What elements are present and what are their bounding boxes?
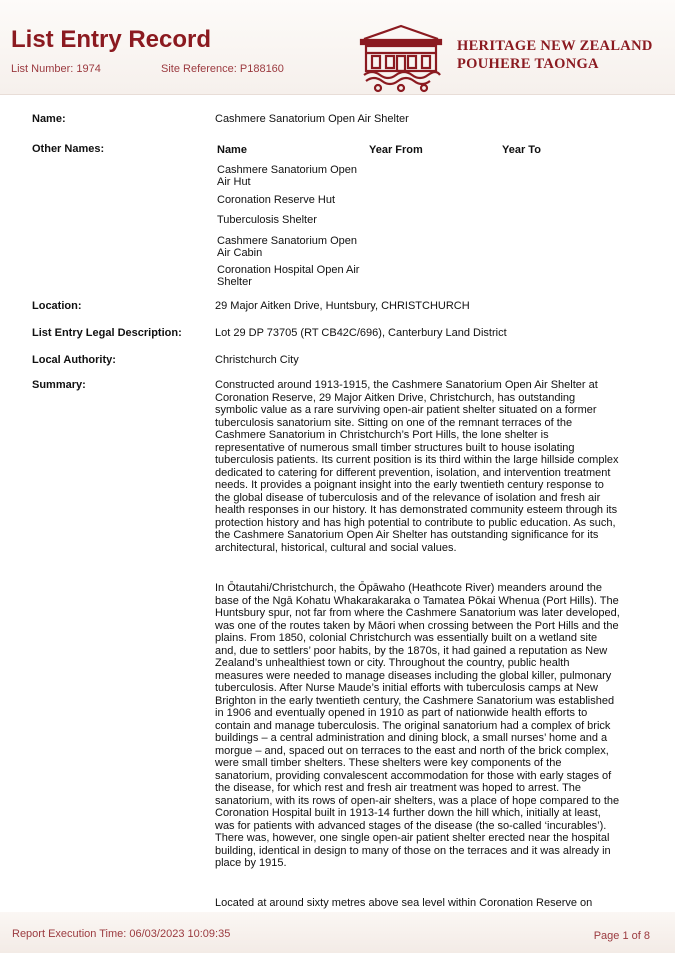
- summary-paragraph: In Ōtautahi/Christchurch, the Ōpāwaho (Heathcote River) meanders around the base of the Ngā Kohatu Whakarakaraka o Tamatea Pōkai Whenua (Port Hills). The Huntsbury spur, not far from where the Cashmere Sanatorium was later developed, was one of the routes taken by Māori when crossing between the Port Hills and the plains. From 1850, colonial Christchurch was essentially built on a wetland site and, due to settlers’ poor habits, by the 1870s, it had gained a reputation as New Zealand’s unhealthiest town or city. Throughout the country, public health measures were needed to manage diseases including the global killer, pulmonary tuberculosis. After Nurse Maude’s initial efforts with tuberculosis camps at New Brighton in the early twentieth century, the Cashmere Sanatorium was established in 1906 and eventually opened in 1910 as part of nationwide health efforts to contain and manage tuberculosis. The original sanatorium had a complex of brick buildings – a central administration and dining block, a small nurses’ home and a morgue – and, spaced out on terraces to the east and north of the brick complex, were small timber shelters. These shelters were key components of the sanatorium, providing convalescent accommodation for those with early stages of the disease, for which rest and fresh air treatment was hoped to arrest. The sanatorium, with its rows of open-air shelters, was a place of hope compared to the Coronation Hospital built in 1913-14 further down the hill which, initially at least, was for patients with advanced stages of the disease (the so-called ‘incurables’). There was, however, one single open-air patient shelter erected near the hospital building, identical in design to many of those on the terraces and it was already in place by 1915.: [215, 582, 620, 869]
- summary-label: Summary:: [32, 379, 86, 391]
- other-name-item: Cashmere Sanatorium Open Air Hut: [217, 164, 358, 188]
- legal-description-value: Lot 29 DP 73705 (RT CB42C/696), Canterbury Land District: [215, 327, 507, 339]
- other-names-label: Other Names:: [32, 143, 105, 155]
- summary-paragraph: Constructed around 1913-1915, the Cashmere Sanatorium Open Air Shelter at Coronation Reserve, 29 Major Aitken Drive, Christchurch, has outstanding symbolic value as a rare surviving open-air patient shelter situated on a former tuberculosis sanatorium site. Sitting on one of the remnant terraces of the Cashmere Sanatorium in Christchurch’s Port Hills, the lone shelter is representative of numerous small timber structures built to house isolating tuberculosis patients. Its current position is its third within the large hillside complex dedicated to catering for different prevention, isolation, and intervention treatment needs. It provides a poignant insight into the early twentieth century response to the global disease of tuberculosis and of the relevance of isolation and fresh air health responses in our history. It has demonstrated community esteem through its protection history and has high potential to contribute to public education. As such, the Cashmere Sanatorium Open Air Shelter has outstanding significance for its architectural, historical, cultural and social values.: [215, 379, 619, 554]
- other-name-item: Cashmere Sanatorium Open Air Cabin: [217, 235, 358, 259]
- other-name-item: Coronation Reserve Hut: [217, 194, 336, 206]
- report-execution-time: Report Execution Time: 06/03/2023 10:09:35: [12, 928, 231, 940]
- local-authority-label: Local Authority:: [32, 354, 116, 366]
- location-label: Location:: [32, 300, 82, 312]
- local-authority-value: Christchurch City: [215, 354, 299, 366]
- column-header-year-to: Year To: [502, 144, 541, 156]
- name-value: Cashmere Sanatorium Open Air Shelter: [215, 113, 409, 125]
- heritage-house-logo-icon: [358, 23, 444, 95]
- column-header-year-from: Year From: [369, 144, 423, 156]
- org-name-line1: HERITAGE NEW ZEALAND: [457, 38, 653, 54]
- column-header-name: Name: [217, 144, 247, 156]
- name-label: Name:: [32, 113, 66, 125]
- location-value: 29 Major Aitken Drive, Huntsbury, CHRISTCHURCH: [215, 300, 470, 312]
- document-title: List Entry Record: [11, 26, 212, 53]
- site-reference: Site Reference: P188160: [161, 63, 284, 75]
- other-name-item: Coronation Hospital Open Air Shelter: [217, 264, 360, 288]
- list-number: List Number: 1974: [11, 63, 101, 75]
- other-name-item: Tuberculosis Shelter: [217, 214, 317, 226]
- summary-paragraph: Located at around sixty metres above sea level within Coronation Reserve on: [215, 897, 593, 909]
- org-name-line2: POUHERE TAONGA: [457, 56, 599, 72]
- legal-description-label: List Entry Legal Description:: [32, 327, 182, 339]
- page-number: Page 1 of 8: [593, 930, 650, 942]
